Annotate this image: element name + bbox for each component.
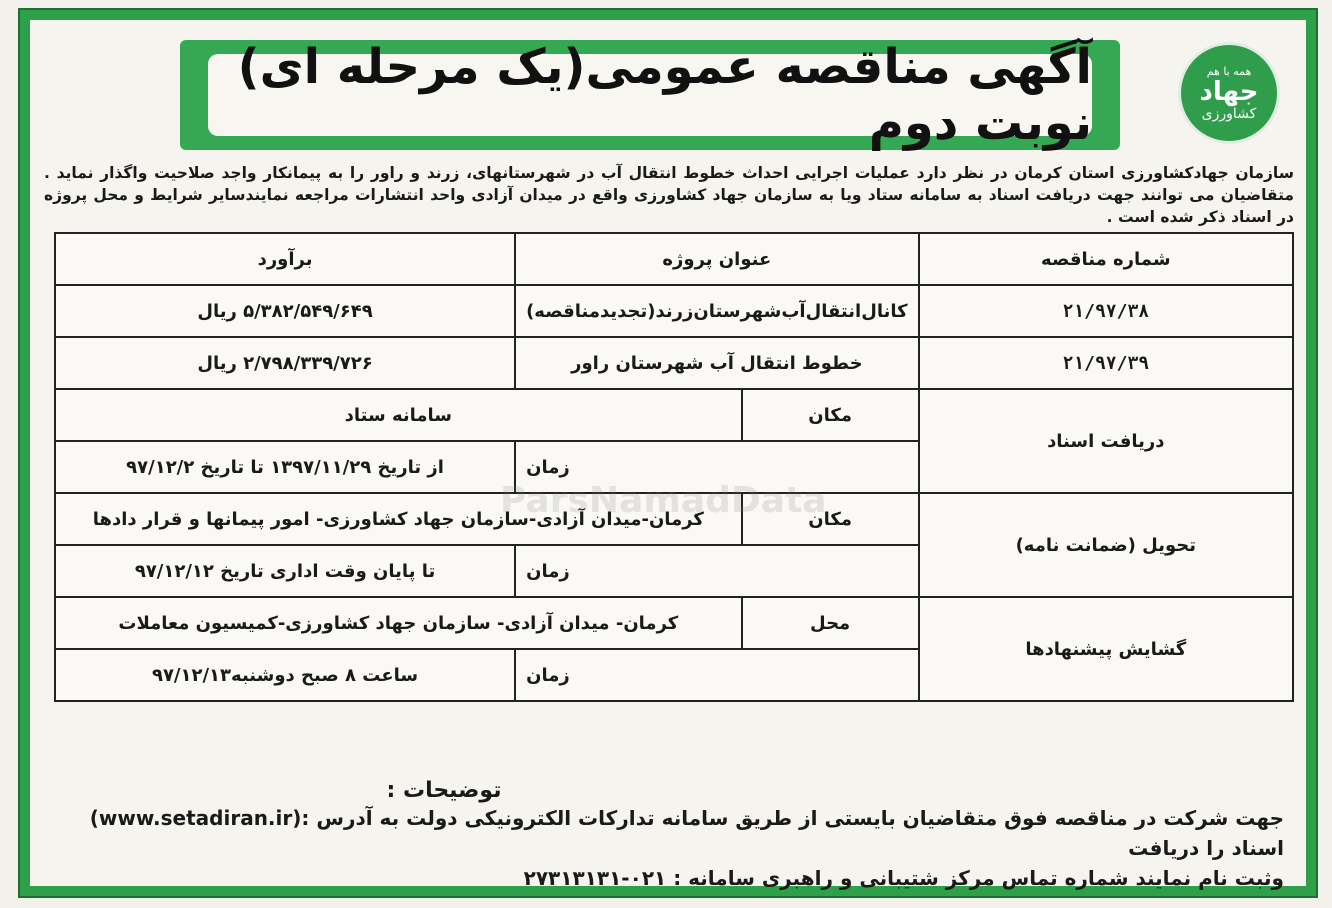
ad-frame [18, 8, 1318, 898]
receive-place: سامانه ستاد [55, 389, 742, 441]
opening-time-label: زمان [515, 649, 919, 701]
logo-name: جهاد [1199, 76, 1259, 107]
deliver-place-label: مکان [742, 493, 919, 545]
intro-paragraph: سازمان جهادکشاورزی استان کرمان در نظر دارد عملیات اجرایی احداث خطوط انتقال آب در شهرستانهای، زرند و راور را به پیمانکار واجد صلاحیت واگذار نماید . متقاضیان می توانند جهت دریافت اسناد به سامانه ستاد ویا به سازمان جهاد کشاورزی واقع در میدان آزادی واحد انتشارات مراجعه نمایندسایر شرایط و محل پروژه در اسناد ذکر شده است . [44, 164, 1294, 226]
logo-slogan: همه با هم [1206, 64, 1252, 78]
project-title: کانال‌انتقال‌آب‌شهرستان‌زرند(تجدیدمناقصه) [515, 285, 919, 337]
receive-time-label: زمان [515, 441, 919, 493]
tender-number: ۲۱/۹۷/۳۹ [919, 337, 1293, 389]
table-row [55, 597, 1293, 649]
opening-place: کرمان- میدان آزادی- سازمان جهاد کشاورزی-کمیسیون معاملات [55, 597, 742, 649]
tender-table [54, 232, 1294, 702]
notes-line: وثبت نام نمایند شماره تماس مرکز شتیبانی و راهبری سامانه : ۰۲۱-۲۷۳۱۳۱۳۱ [523, 866, 1284, 890]
receive-time: از تاریخ ۱۳۹۷/۱۱/۲۹ تا تاریخ ۹۷/۱۲/۲ [55, 441, 515, 493]
opening-place-label: محل [742, 597, 919, 649]
jihad-logo [1172, 36, 1282, 156]
logo-subname: کشاورزی [1201, 105, 1257, 122]
receive-label: دریافت اسناد [919, 389, 1293, 493]
table-row [55, 389, 1293, 441]
ad-title: آگهی مناقصه عمومی(یک مرحله ای) نوبت دوم [208, 54, 1092, 136]
table-row [55, 337, 1293, 389]
header-number: شماره مناقصه [919, 233, 1293, 285]
opening-label: گشایش پیشنهادها [919, 597, 1293, 701]
title-band [180, 40, 1120, 150]
logo-emblem-icon [1178, 42, 1280, 144]
header-estimate: برآورد [55, 233, 515, 285]
deliver-time: تا پایان وقت اداری تاریخ ۹۷/۱۲/۱۲ [55, 545, 515, 597]
tender-number: ۲۱/۹۷/۳۸ [919, 285, 1293, 337]
estimate-value: ۲/۷۹۸/۳۳۹/۷۲۶ ریال [55, 337, 515, 389]
table-row [55, 493, 1293, 545]
ad-body [30, 20, 1306, 890]
opening-time: ساعت ۸ صبح دوشنبه۹۷/۱۲/۱۳ [55, 649, 515, 701]
table-header-row [55, 233, 1293, 285]
notes-line: جهت شرکت در مناقصه فوق متقاضیان بایستی از طریق سامانه تدارکات الکترونیکی دولت به آدرس :(www.setadiran.ir) اسناد را دریافت [89, 806, 1284, 860]
notes-title: توضیحات : [386, 778, 502, 803]
estimate-value: ۵/۳۸۲/۵۴۹/۶۴۹ ریال [55, 285, 515, 337]
receive-place-label: مکان [742, 389, 919, 441]
project-title: خطوط انتقال آب شهرستان راور [515, 337, 919, 389]
deliver-time-label: زمان [515, 545, 919, 597]
header-project: عنوان پروژه [515, 233, 919, 285]
table-row [55, 285, 1293, 337]
deliver-label: تحویل (ضمانت نامه) [919, 493, 1293, 597]
notes-section [44, 778, 1294, 893]
deliver-place: کرمان-میدان آزادی-سازمان جهاد کشاورزی- امور پیمانها و قرار دادها [55, 493, 742, 545]
